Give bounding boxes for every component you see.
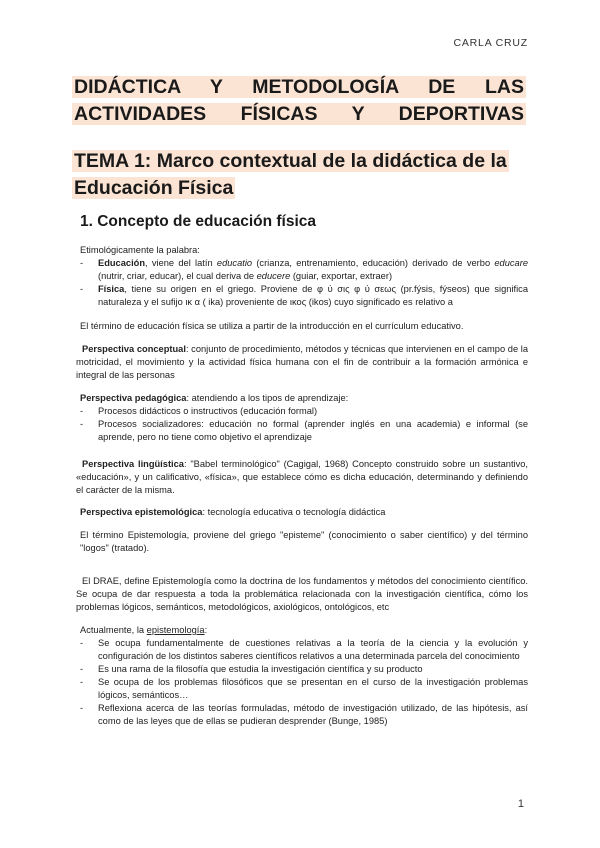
perspective-pedagogica: Perspectiva pedagógica: atendiendo a los tipos de aprendizaje: - Procesos didácticos o instructivos (educación formal) - Procesos socializadores: educación no formal (aprender inglés en una academia) e informal (se aprende, pero no tiene como objetivo el aprendizaje xyxy=(80,392,528,444)
section-heading: 1. Concepto de educación física xyxy=(80,213,317,230)
list-item: - Se ocupa de los problemas filosóficos que se presentan en el curso de la investigación problemas lógicos, semánticos… xyxy=(80,676,528,702)
list-item: - Procesos socializadores: educación no formal (aprender inglés en una academia) e informal (se aprende, pero no tiene como objetivo el aprendizaje xyxy=(80,418,528,444)
perspective-conceptual: Perspectiva conceptual: conjunto de procedimiento, métodos y técnicas que intervienen en el campo de la motricidad, el movimiento y la actividad física humana con el fin de contribuir a la formación armónica e integral de las personas xyxy=(76,344,529,380)
etymology-list xyxy=(80,257,528,309)
perspective-linguistica: Perspectiva lingüística: "Babel terminológico" (Cagigal, 1968) Concepto construido sobre un sustantivo, «educación», y un calificativo, «física», que establece cómo es dicha educación, determinando y definiendo el carácter de la misma. xyxy=(76,459,528,495)
list-item: - Procesos didácticos o instructivos (educación formal) xyxy=(80,405,528,418)
term-educacion: Educación xyxy=(98,258,146,268)
actualmente-block: Actualmente, la epistemología: - Se ocupa fundamentalmente de cuestiones relativas a la teoría de la ciencia y la evolución y configuración de los distintos saberes científicos relativos a una determinada parcela del conocimiento - Es una rama de la filosofía que estudia la investigación científica y su producto - Se ocupa de los problemas filosóficos que se presentan en el curso de la investigación problemas lógicos, semánticos… - Reflexiona acerca de las teorías formuladas, método de investigación utilizado, de las hipótesis, así como de las leyes que de ellas se pudieran desprender (Bunge, 1985) xyxy=(80,624,528,728)
list-item: - Educación, viene del latín educatio (crianza, entrenamiento, educación) derivado de verbo educare (nutrir, criar, educar), el cual deriva de educere (guiar, exportar, extraer) xyxy=(80,257,528,283)
perspective-epistemologica: Perspectiva epistemológica: tecnología educativa o tecnología didáctica xyxy=(80,507,386,517)
main-title-text: DIDÁCTICA Y METODOLOGÍA DE LAS ACTIVIDADES FÍSICAS Y DEPORTIVAS xyxy=(74,76,524,125)
page-number: 1 xyxy=(517,798,524,810)
term-epistemologia: epistemología xyxy=(146,625,205,635)
list-item: - Física, tiene su origen en el griego. Proviene de φ ύ σις φ ύ σεως (pr.fýsis, fýseos) que significa naturaleza y el sufijo ικ α ( ika) proveniente de ικος (ikos) cuyo significado es relativo a xyxy=(80,283,528,309)
main-title xyxy=(72,74,526,128)
drae-paragraph: El DRAE, define Epistemología como la doctrina de los fundamentos y métodos del conocimiento científico. Se ocupa de dar respuesta a toda la problemática relacionada con la investigación científica, cómo los problemas lógicos, semánticos, metodológicos, axiológicos, ontológicos, etc xyxy=(76,576,528,612)
tema-title xyxy=(72,148,532,202)
episteme-paragraph: El término Epistemología, proviene del griego "episteme" (conocimiento o saber científico) y del término "logos" (tratado). xyxy=(80,530,528,553)
list-item: - Reflexiona acerca de las teorías formuladas, método de investigación utilizado, de las hipótesis, así como de las leyes que de ellas se pudieran desprender (Bunge, 1985) xyxy=(80,702,528,728)
list-item: - Es una rama de la filosofía que estudia la investigación científica y su producto xyxy=(80,663,528,676)
tema-title-text: TEMA 1: Marco contextual de la didáctica de la Educación Física xyxy=(74,150,507,199)
term-fisica: Física xyxy=(98,284,125,294)
etymology-block xyxy=(80,244,528,309)
intro-sentence: El término de educación física se utiliza a partir de la introducción en el currículum educativo. xyxy=(80,321,464,331)
pedagogica-list xyxy=(80,405,528,444)
etymology-intro: Etimológicamente la palabra: xyxy=(80,245,200,255)
actualmente-list xyxy=(80,637,528,728)
list-item: - Se ocupa fundamentalmente de cuestiones relativas a la teoría de la ciencia y la evolución y configuración de los distintos saberes científicos relativos a una determinada parcela del conocimiento xyxy=(80,637,528,663)
author-name: CARLA CRUZ xyxy=(453,37,528,49)
